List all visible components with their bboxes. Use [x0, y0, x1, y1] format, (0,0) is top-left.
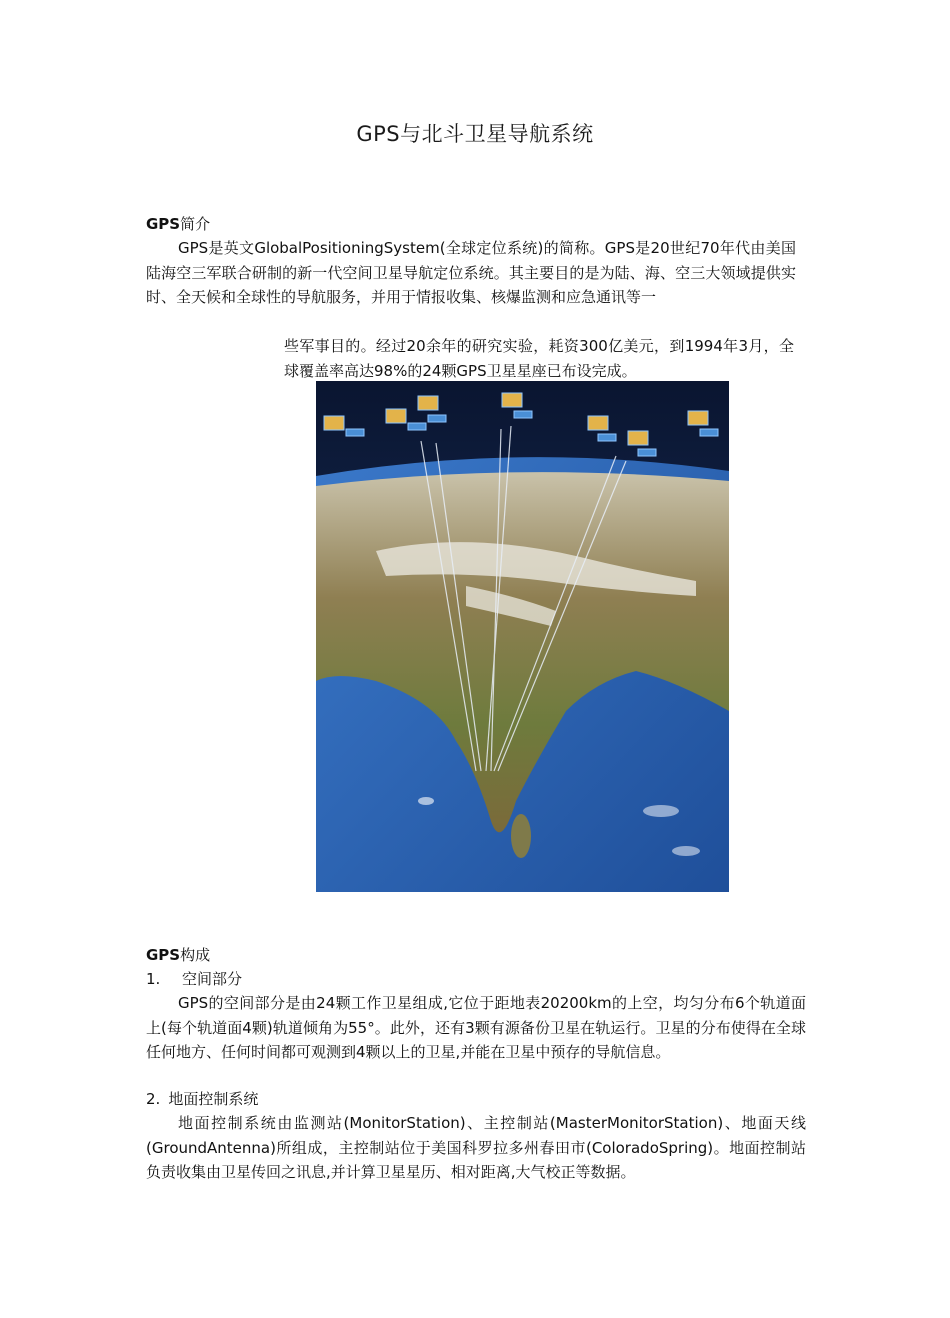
space-segment-paragraph: GPS的空间部分是由24颗工作卫星组成,它位于距地表20200km的上空，均匀分布6个轨道面上(每个轨道面4颗)轨道倾角为55°。此外，还有3颗有源备份卫星在轨运行。卫星的分布使得在全球任何地方、任何时间都可观测到4颗以上的卫星,并能在卫星中预存的导航信息。: [146, 994, 806, 1061]
heading-rest: 构成: [180, 946, 211, 964]
intro-paragraph: GPS是英文GlobalPositioningSystem(全球定位系统)的简称。GPS是20世纪70年代由美国陆海空三军联合研制的新一代空间卫星导航定位系统。其主要目的是为陆、海、空三大领域提供实时、全天候和全球性的导航服务，并用于情报收集、核爆监测和应急通讯等一: [146, 239, 796, 306]
list-item-ground-control: [146, 1088, 258, 1109]
intro-paragraph-continued: 些军事目的。经过20余年的研究实验，耗资300亿美元，到1994年3月，全球覆盖率高达98%的24颗GPS卫星星座已布设完成。: [284, 337, 794, 380]
gps-satellite-image: [316, 381, 729, 892]
list-number: 1.: [146, 970, 161, 988]
list-item-space-segment: [146, 968, 242, 989]
heading-bold: GPS: [146, 946, 181, 964]
satellite-earth-illustration: [316, 381, 729, 892]
ground-control-paragraph: 地面控制系统由监测站(MonitorStation)、主控制站(MasterMonitorStation)、地面天线(GroundAntenna)所组成，主控制站位于美国科罗拉多州春田市(ColoradoSpring)。地面控制站负责收集由卫星传回之讯息,并计算卫星星历、相对距离,大气校正等数据。: [146, 1114, 806, 1181]
section-heading-intro: [146, 213, 210, 234]
list-label: 空间部分: [182, 970, 243, 988]
section-heading-structure: [146, 944, 210, 965]
list-label: 地面控制系统: [168, 1090, 259, 1108]
heading-rest: 简介: [180, 215, 211, 233]
heading-bold: GPS: [146, 215, 181, 233]
list-number: 2.: [146, 1090, 161, 1108]
document-title: GPS与北斗卫星导航系统: [356, 122, 594, 146]
